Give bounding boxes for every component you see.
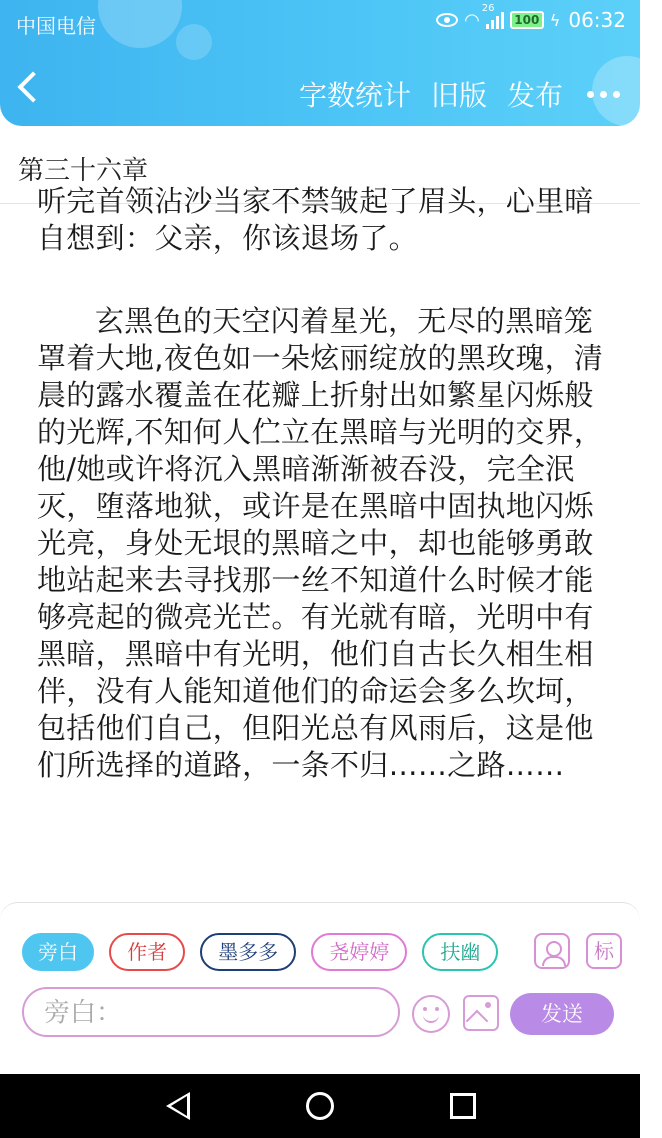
nav-recent-icon[interactable] — [450, 1093, 476, 1119]
back-icon[interactable] — [17, 71, 48, 102]
charging-icon: ϟ — [549, 10, 561, 30]
old-version-button[interactable]: 旧版 — [430, 79, 487, 112]
dialogue-input-box[interactable] — [22, 987, 400, 1037]
carrier-label: 中国电信 — [16, 14, 96, 38]
tag-icon[interactable]: 标 — [586, 933, 622, 969]
paragraph[interactable]: 玄黑色的天空闪着星光，无尽的黑暗笼罩着大地,夜色如一朵炫丽绽放的黑玫瑰，清晨的露水覆盖在花瓣上折射出如繁星闪烁般的光辉,不知何人伫立在黑暗与光明的交界，他/她或许将沉入黑暗渐渐被吞没，完全泯灭，堕落地狱，或许是在黑暗中固执地闪烁光亮，身处无垠的黑暗之中，却也能够勇敢地站起来去寻找那一丝不知道什么时候才能够亮起的微亮光芒。有光就有暗，光明中有黑暗，黑暗中有光明，他们自古长久相生相伴，没有人能知道他们的命运会多么坎坷，包括他们自己，但阳光总有风雨后，这是他们所选择的道路，一条不归……之路…… — [37, 304, 604, 782]
send-button[interactable]: 发送 — [510, 993, 614, 1035]
system-nav-bar — [0, 1074, 640, 1138]
role-chip-moduoduo[interactable]: 墨多多 — [200, 933, 296, 971]
battery-icon: 100 — [510, 11, 544, 29]
chapter-title[interactable]: 第三十六章 — [18, 156, 149, 186]
role-chips — [22, 933, 522, 973]
status-bar — [0, 0, 640, 44]
role-manager-icon[interactable] — [534, 933, 570, 969]
word-count-button[interactable]: 字数统计 — [298, 79, 411, 112]
role-chip-fuyou[interactable]: 扶幽 — [422, 933, 498, 971]
nav-home-icon[interactable] — [306, 1092, 334, 1120]
image-icon[interactable] — [463, 995, 499, 1031]
editor-content[interactable] — [0, 184, 640, 900]
paragraph[interactable]: 听完首领沾沙当家不禁皱起了眉头，心里暗自想到：父亲，你该退场了。 — [37, 184, 594, 255]
nav-back-icon[interactable] — [166, 1092, 190, 1120]
role-chip-author[interactable]: 作者 — [109, 933, 185, 971]
app-header — [0, 0, 640, 126]
more-icon[interactable] — [587, 91, 620, 98]
dialogue-composer — [0, 902, 640, 1042]
clock: 06:32 — [568, 8, 626, 32]
network-label: 26 — [481, 3, 495, 14]
wifi-icon: ◠ — [464, 9, 480, 31]
signal-icon — [481, 3, 504, 29]
emoji-icon[interactable] — [412, 995, 450, 1033]
role-chip-yaotingting[interactable]: 尧婷婷 — [311, 933, 407, 971]
status-icons — [436, 3, 626, 32]
dialogue-input[interactable] — [44, 995, 384, 1031]
eye-icon — [436, 13, 458, 27]
role-chip-narrator[interactable]: 旁白 — [22, 933, 94, 971]
publish-button[interactable]: 发布 — [506, 79, 563, 112]
header-actions — [279, 74, 620, 114]
